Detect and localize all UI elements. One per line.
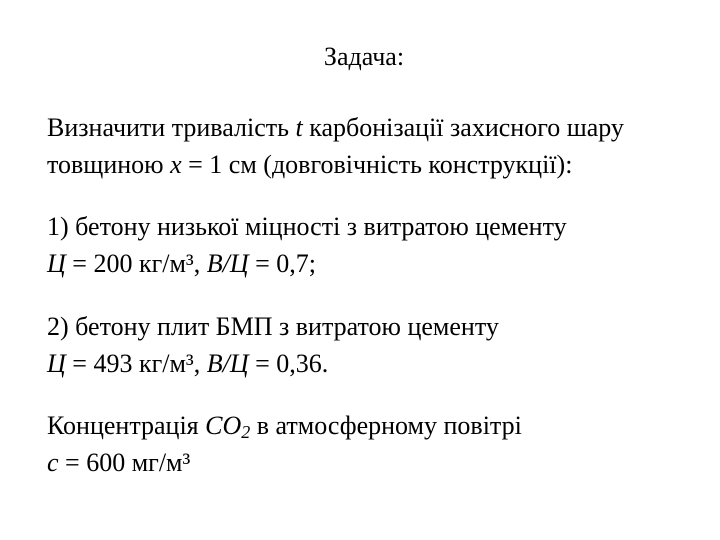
- concentration-line-2: [47, 444, 707, 481]
- water-cement-value: = 0,36.: [248, 349, 329, 378]
- concentration-text: в атмосферному повітрі: [250, 411, 522, 440]
- concentration-line-1: [47, 407, 707, 444]
- variable-c: c: [47, 448, 59, 477]
- water-cement-value: = 0,7;: [248, 249, 316, 278]
- cement-value: = 200 кг/м³,: [65, 249, 207, 278]
- concentration-value: = 600 мг/м³: [58, 448, 191, 477]
- case-1-description: 1) бетону низької міцності з витратою цементу: [47, 212, 567, 241]
- cement-value: = 493 кг/м³,: [65, 349, 207, 378]
- case-2-parameters: [47, 345, 707, 382]
- case-1-parameters: [47, 245, 707, 282]
- case-2-description: 2) бетону плит БМП з витратою цементу: [47, 312, 499, 341]
- task-text: карбонізації захисного шару: [302, 113, 624, 142]
- variable-cement: Ц: [47, 249, 66, 278]
- variable-cement: Ц: [47, 349, 66, 378]
- variable-t: t: [295, 113, 303, 142]
- task-statement: [47, 109, 707, 183]
- concentration-text: Концентрація: [47, 411, 206, 440]
- concentration: [47, 407, 707, 481]
- variable-x: x: [170, 150, 182, 179]
- case-1: [47, 208, 707, 282]
- task-line-2: [47, 146, 707, 183]
- co2-formula: [205, 411, 250, 440]
- case-2: [47, 308, 707, 382]
- co2-subscript: 2: [241, 422, 251, 442]
- task-text: товщиною: [47, 150, 171, 179]
- task-text: Визначити тривалість: [47, 113, 296, 142]
- task-line-1: [47, 109, 707, 146]
- co-symbol: CO: [205, 411, 242, 440]
- variable-water-cement: В/Ц: [206, 249, 249, 278]
- variable-water-cement: В/Ц: [206, 349, 249, 378]
- task-text: = 1 см (довговічність конструкції):: [181, 150, 573, 179]
- slide-title: Задача:: [323, 42, 405, 71]
